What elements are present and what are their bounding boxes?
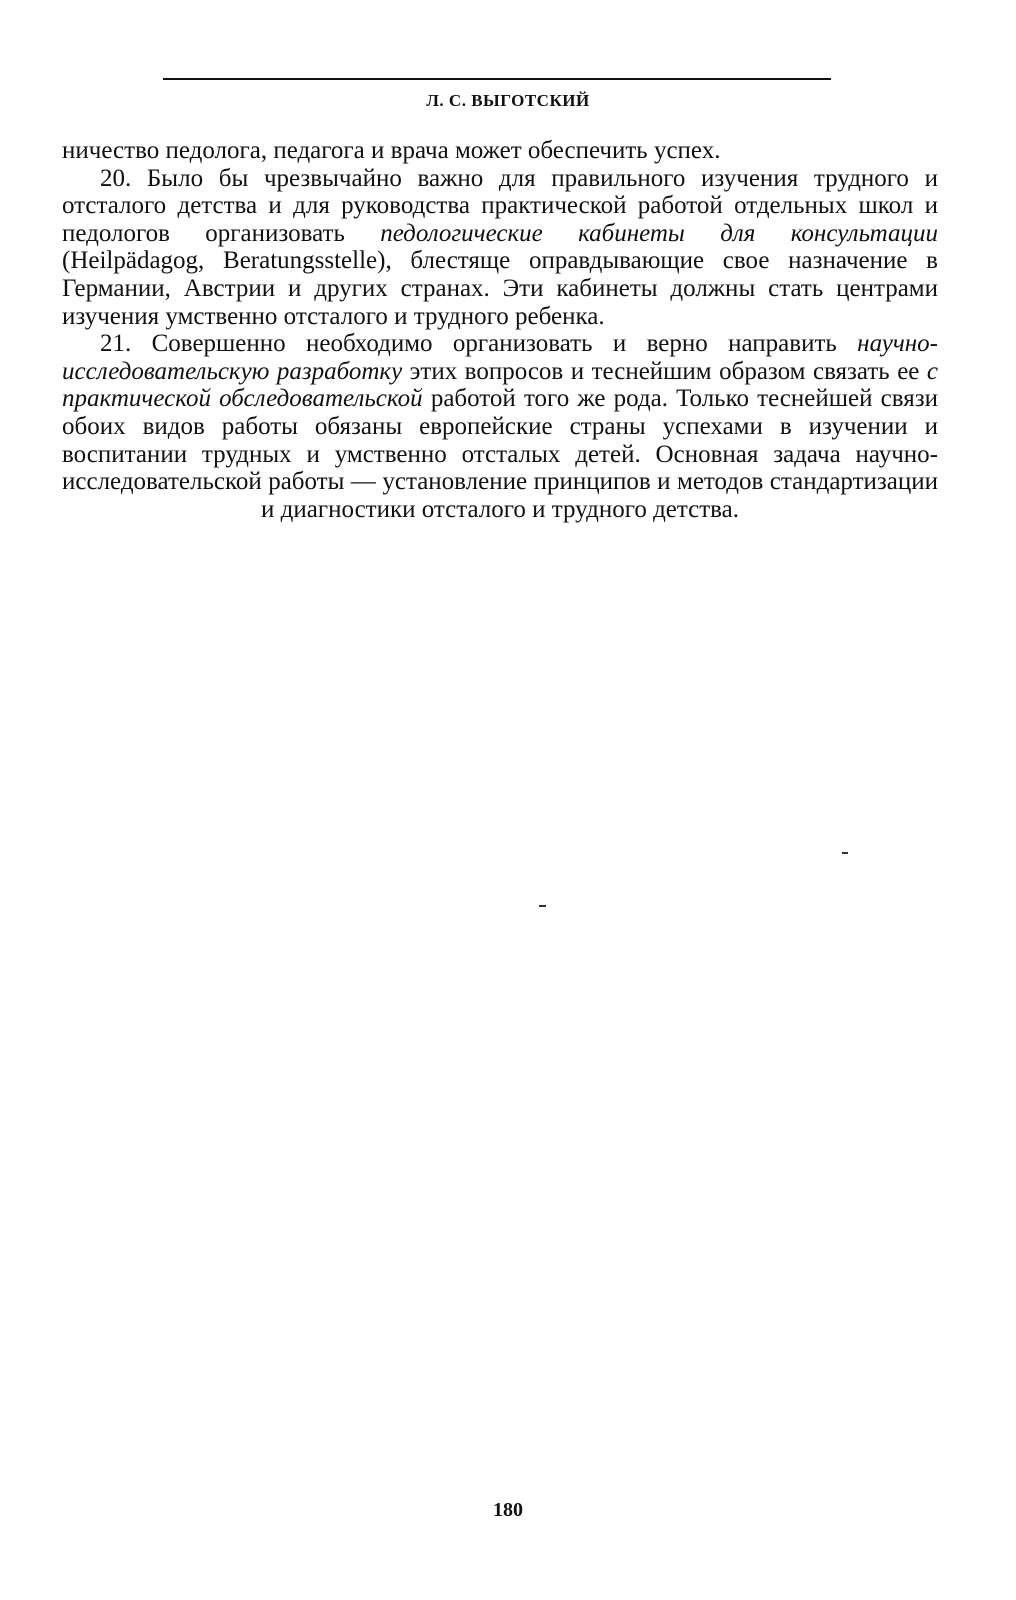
paragraph-21 [62,330,938,523]
paragraph-21-text-e: работой того же рода. Только теснейшей связи обоих видов работы обязаны европейские страны успехами в изучении и воспитании трудных и умственно отсталых детей. Основная задача научно-исследовательской работы — установление принципов и методов стандартизации и диагностики отсталого и трудного детства. [62,385,938,523]
paragraph-20-text-a: 20. Было бы чрезвычайно важно для правильного изучения трудного и отсталого детства и для руководства практической работой отдельных школ и педологов организовать [62,164,938,247]
paragraph-21-text-a: 21. Совершенно необходимо организовать и верно направить [100,330,858,358]
paragraph-21-italic-term-1: научно-исследовательскую разработку [62,330,938,385]
header-rule [163,78,831,80]
paragraph-20 [62,165,938,331]
running-title: Л. С. ВЫГОТСКИЙ [426,91,590,110]
paragraph-continuation: ничество педолога, педагога и врача может обеспечить успех. [62,137,721,164]
paragraph-20-italic-term: педологические кабинеты для консультации [380,219,938,247]
page-body [62,137,938,523]
paragraph-21-text-c: этих вопросов и теснейшим образом связать ее [402,357,927,385]
scan-speck [842,852,848,854]
paragraph-20-text-c: (Heilpädagog, Beratungsstelle), блестяще оправдывающие свое назначение в Германии, Австрии и других странах. Эти кабинеты должны стать центрами изучения умственно отсталого и трудного ребенка. [62,247,938,330]
page-number: 180 [493,1499,523,1521]
scan-speck [539,905,546,907]
paragraph-21-italic-term-2: с практической обследовательской [62,357,938,413]
